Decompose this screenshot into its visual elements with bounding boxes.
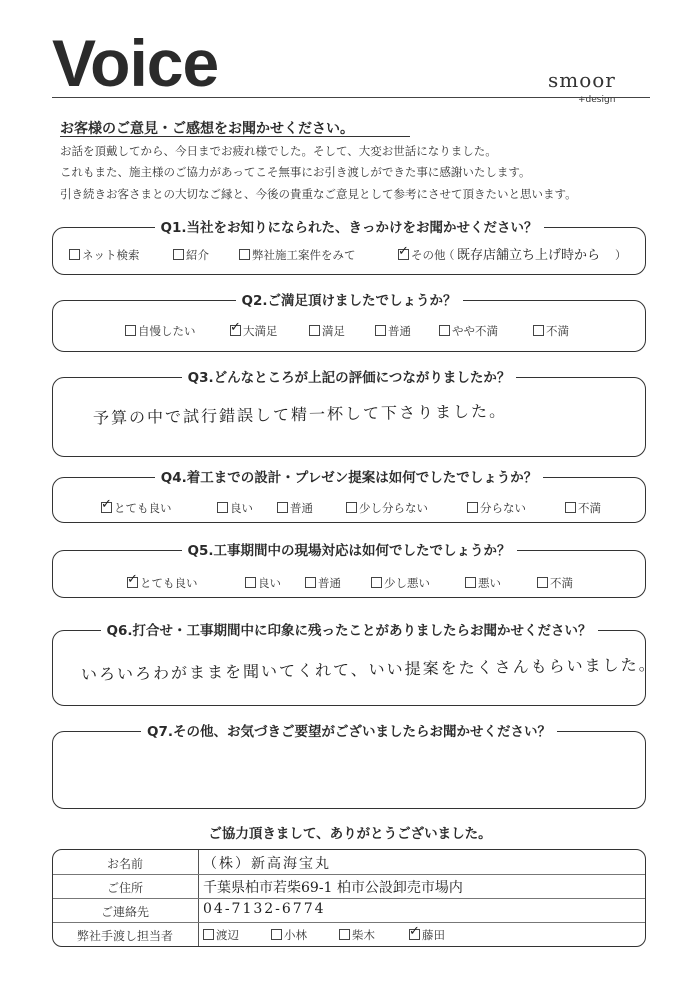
q1-other-close: ） [615, 248, 627, 262]
q6-answer[interactable]: いろいろわがままを聞いてくれて、いい提案をたくさんもらいました。 [80, 654, 657, 685]
header-rule [52, 97, 650, 98]
checkbox[interactable] [371, 577, 382, 588]
checkbox[interactable] [467, 502, 478, 513]
checkbox[interactable] [203, 929, 214, 940]
q2-option[interactable]: 満足 [309, 323, 345, 339]
q7-box [52, 724, 646, 809]
row-divider [53, 874, 645, 875]
check-mark-icon: ✓ [409, 924, 420, 939]
q1-option[interactable]: 紹介 [173, 247, 209, 263]
brand-logo-sub: +design [578, 95, 616, 105]
checkbox[interactable] [271, 929, 282, 940]
customer-info-table [52, 849, 646, 947]
q1-option[interactable]: ✓ その他 [398, 244, 446, 262]
q4-option[interactable]: 不満 [565, 500, 601, 516]
intro-line-1: お話を頂戴してから、今日までお疲れ様でした。そして、大変お世話になりました。 [60, 144, 497, 158]
checkbox[interactable] [101, 497, 112, 513]
checkbox[interactable] [565, 502, 576, 513]
checkbox[interactable] [125, 325, 136, 336]
q7-title: Q7.その他、お気づきご要望がございましたらお聞かせください？ [141, 724, 557, 740]
check-mark-icon: ✓ [127, 572, 138, 587]
checkbox[interactable] [230, 320, 241, 336]
staff-option[interactable]: ✓ 藤田 [409, 924, 445, 942]
checkbox[interactable] [245, 577, 256, 588]
intro-line-3: 引き続きお客さまとの大切なご縁と、今後の貴重なご意見として参考にさせて頂きたいと思います。 [60, 187, 577, 201]
page-title: Voice [52, 26, 219, 100]
q5-option[interactable]: 少し悪い [371, 575, 430, 591]
q5-option[interactable]: ✓ とても良い [127, 572, 198, 590]
checkbox[interactable] [398, 244, 409, 260]
form-heading: お客様のご意見・ご感想をお聞かせください。 [60, 121, 354, 137]
q2-title: Q2.ご満足頂けましたでしょうか？ [236, 293, 463, 309]
contact-label: ご連絡先 [100, 905, 149, 919]
thanks-message: ご協力頂きまして、ありがとうございました。 [208, 826, 492, 842]
row-divider [53, 922, 645, 923]
checkbox[interactable] [409, 924, 420, 940]
q5-option[interactable]: 良い [245, 575, 281, 591]
q4-option[interactable]: ✓ とても良い [101, 497, 172, 515]
q4-option[interactable]: 少し分らない [346, 500, 428, 516]
q3-box [52, 370, 646, 457]
checkbox[interactable] [173, 249, 184, 260]
q4-title: Q4.着工までの設計・プレゼン提案は如何でしたでしょうか？ [155, 470, 543, 486]
check-mark-icon: ✓ [101, 497, 112, 512]
q1-box [52, 220, 646, 275]
check-mark-icon: ✓ [230, 320, 241, 335]
name-field[interactable]: （株）新高海宝丸 [203, 856, 331, 872]
q5-option[interactable]: 普通 [305, 575, 341, 591]
checkbox[interactable] [217, 502, 228, 513]
q1-title: Q1.当社をお知りになられた、きっかけをお聞かせください？ [155, 220, 544, 236]
q1-other-text[interactable]: 既存店舗立ち上げ時から [457, 248, 601, 263]
checkbox[interactable] [439, 325, 450, 336]
q4-box [52, 470, 646, 523]
contact-field[interactable]: 04-7132-6774 [203, 901, 326, 917]
address-field[interactable]: 千葉県柏市若柴69-1 柏市公設卸売市場内 [203, 880, 463, 896]
checkbox[interactable] [277, 502, 288, 513]
q2-option[interactable]: 普通 [375, 323, 411, 339]
q6-box [52, 623, 657, 706]
staff-option[interactable]: 小林 [271, 927, 307, 943]
q6-title: Q6.打合せ・工事期間中に印象に残ったことがありましたらお聞かせください？ [101, 623, 598, 639]
staff-option[interactable]: 渡辺 [203, 927, 239, 943]
address-label: ご住所 [106, 881, 143, 895]
q2-box [52, 293, 646, 352]
q2-option[interactable]: ✓ 大満足 [230, 320, 278, 338]
checkbox[interactable] [533, 325, 544, 336]
q2-option[interactable]: 不満 [533, 323, 569, 339]
checkbox[interactable] [305, 577, 316, 588]
check-mark-icon: ✓ [398, 244, 409, 259]
q2-option[interactable]: 自慢したい [125, 323, 196, 339]
q4-option[interactable]: 普通 [277, 500, 313, 516]
name-label: お名前 [106, 857, 143, 871]
checkbox[interactable] [127, 572, 138, 588]
q1-option[interactable]: 弊社施工案件をみて [239, 247, 356, 263]
q3-title: Q3.どんなところが上記の評価につながりましたか？ [182, 370, 517, 386]
checkbox[interactable] [339, 929, 350, 940]
q2-option[interactable]: やや不満 [439, 323, 498, 339]
q5-title: Q5.工事期間中の現場対応は如何でしたでしょうか？ [182, 543, 517, 559]
checkbox[interactable] [309, 325, 320, 336]
checkbox[interactable] [465, 577, 476, 588]
q4-option[interactable]: 良い [217, 500, 253, 516]
q3-answer[interactable]: 予算の中で試行錯誤して精一杯して下さりました。 [92, 401, 508, 428]
q1-option[interactable]: ネット検索 [69, 247, 140, 263]
checkbox[interactable] [346, 502, 357, 513]
staff-label: 弊社手渡し担当者 [76, 929, 173, 943]
row-divider [53, 898, 645, 899]
brand-logo: smoor [548, 68, 616, 92]
checkbox[interactable] [537, 577, 548, 588]
checkbox[interactable] [239, 249, 250, 260]
q5-option[interactable]: 不満 [537, 575, 573, 591]
staff-option[interactable]: 柴木 [339, 927, 375, 943]
checkbox[interactable] [375, 325, 386, 336]
q5-box [52, 543, 646, 598]
q4-option[interactable]: 分らない [467, 500, 526, 516]
q5-option[interactable]: 悪い [465, 575, 501, 591]
q1-other-open: （ [443, 248, 455, 262]
intro-line-2: これもまた、施主様のご協力があってこそ無事にお引き渡しができた事に感謝いたします。 [60, 165, 531, 179]
heading-underline [60, 136, 410, 137]
checkbox[interactable] [69, 249, 80, 260]
